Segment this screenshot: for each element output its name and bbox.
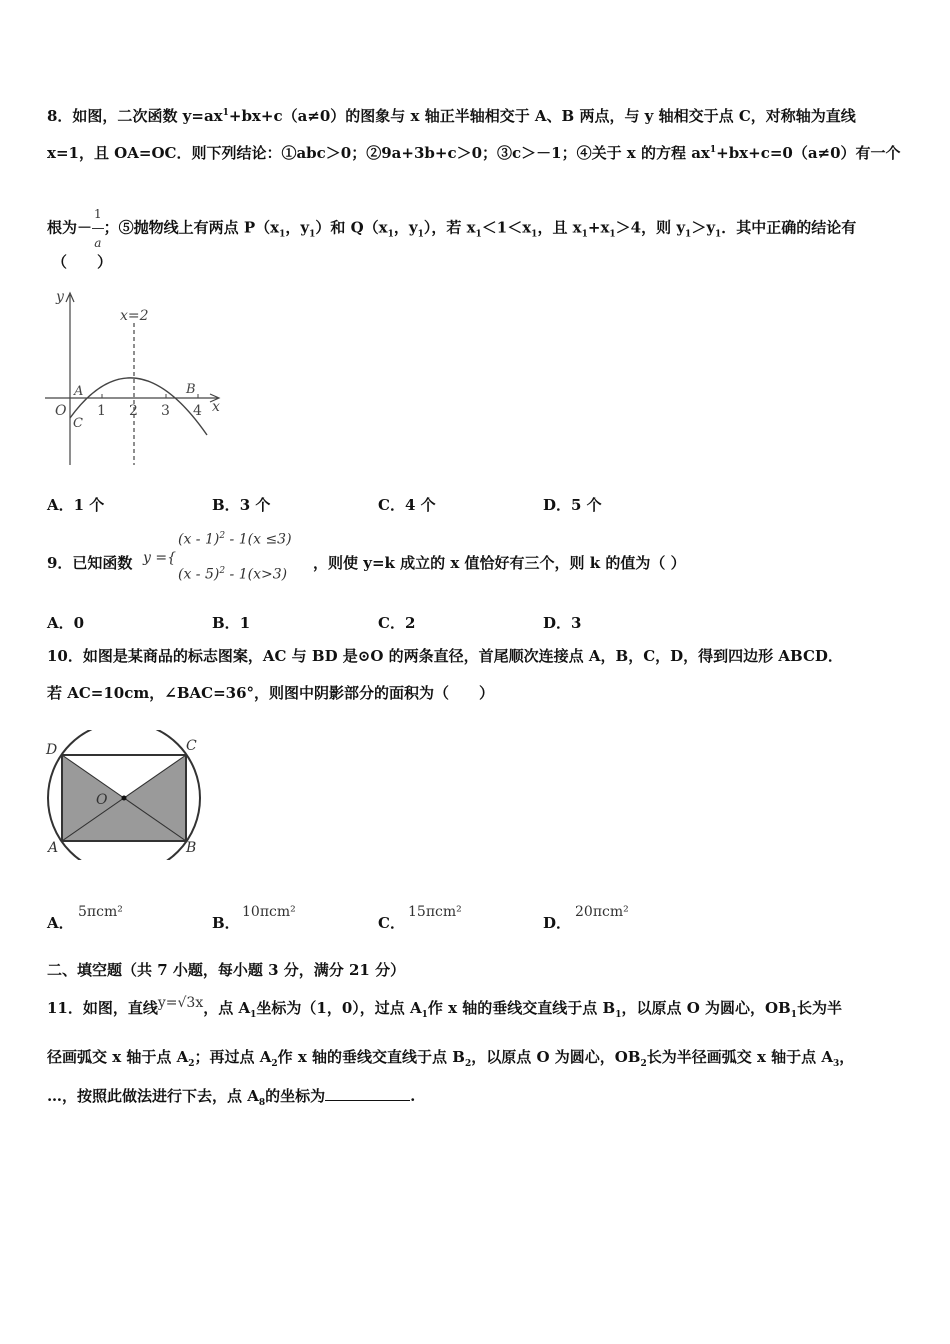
q9-option-b[interactable]: B．1 bbox=[212, 614, 251, 632]
line-equation: y=√3x bbox=[157, 995, 204, 1011]
q10-option-b-value: 10πcm² bbox=[242, 904, 296, 920]
q9-option-a[interactable]: A．0 bbox=[47, 614, 85, 632]
q10-option-b[interactable]: B． bbox=[212, 914, 240, 932]
tick-label-1: 1 bbox=[97, 403, 106, 419]
label-b: B bbox=[186, 840, 197, 856]
q9-case-1: (x - 1)$^2$ - 1(x ≤3) bbox=[178, 531, 292, 548]
point-b-label: B bbox=[186, 382, 196, 397]
q9-option-c[interactable]: C．2 bbox=[378, 614, 416, 632]
tick-label-4: 4 bbox=[193, 403, 202, 419]
point-c-label: C bbox=[73, 416, 83, 431]
x-axis-label: x bbox=[212, 399, 220, 415]
q11-line-3: …，按照此做法进行下去，点 $A_8$的坐标为 . bbox=[47, 1087, 416, 1108]
q8-parabola-graph bbox=[40, 285, 240, 475]
fraction-1-over-a: $\frac{1}{a}$ bbox=[92, 200, 104, 257]
origin-label: O bbox=[55, 403, 67, 419]
q8-answer-paren: （ ） bbox=[52, 253, 113, 271]
label-d: D bbox=[46, 742, 58, 758]
q9-suffix: ，则使 y=k 成立的 x 值恰好有三个，则 k 的值为（ ） bbox=[313, 554, 686, 572]
tick-label-2: 2 bbox=[129, 403, 138, 419]
q8-option-b[interactable]: B．3 个 bbox=[212, 496, 271, 514]
answer-blank[interactable] bbox=[325, 1086, 410, 1101]
q8-line-3: 根为－ $\frac{1}{a}$ ；⑤抛物线上有两点 $P(x_1$，$y_1$）和 $Q(x_1$，$y_1$），若 $x_1<1<x_1$，且 $x_1+x_1>4$，则 $y_1>y_1$．其中正确的结论有 bbox=[47, 200, 856, 257]
q10-circle-figure bbox=[40, 730, 210, 860]
q10-line-2: 若 AC=10cm，∠BAC=36°，则图中阴影部分的面积为（ ） bbox=[47, 684, 495, 702]
label-c: C bbox=[186, 738, 197, 754]
q10-option-c[interactable]: C． bbox=[378, 914, 405, 932]
q10-option-a-value: 5πcm² bbox=[78, 904, 123, 920]
q8-line-1: 8．如图，二次函数 $y=ax^1+bx+c(a\ne 0)$的图象与 x 轴正半轴相交于 A、B 两点，与 y 轴相交于点 C，对称轴为直线 bbox=[47, 107, 856, 125]
q11-line-2: 径画弧交 x 轴于点 $A_2$；再过点 $A_2$作 x 轴的垂线交直线于点 $B_2$，以原点 O 为圆心，$OB_2$长为半径画弧交 x 轴于点 $A_3$， bbox=[47, 1048, 855, 1069]
q10-option-d-value: 20πcm² bbox=[575, 904, 629, 920]
q9-prefix: 9．已知函数 bbox=[47, 554, 133, 572]
q11-line-1: 11．如图，直线y=√3x，点 $A_1$坐标为（1，0），过点 $A_1$作 x 轴的垂线交直线于点 $B_1$，以原点 O 为圆心，$OB_1$长为半 bbox=[47, 995, 843, 1020]
q9-option-d[interactable]: D．3 bbox=[543, 614, 582, 632]
label-o: O bbox=[96, 792, 108, 808]
q9-case-2: (x - 5)$^2$ - 1(x>3) bbox=[178, 566, 288, 583]
q10-option-d[interactable]: D． bbox=[543, 914, 572, 932]
y-axis-label: y bbox=[56, 289, 64, 305]
symmetry-line-label: x=2 bbox=[120, 308, 149, 324]
q8-option-a[interactable]: A．1 个 bbox=[47, 496, 105, 514]
q10-option-a[interactable]: A． bbox=[47, 914, 74, 932]
q10-option-c-value: 15πcm² bbox=[408, 904, 462, 920]
point-a-label: A bbox=[74, 384, 84, 399]
tick-label-3: 3 bbox=[161, 403, 170, 419]
q8-option-d[interactable]: D．5 个 bbox=[543, 496, 602, 514]
q9-func-name: y ={ bbox=[143, 550, 176, 566]
q8-option-c[interactable]: C．4 个 bbox=[378, 496, 436, 514]
q10-line-1: 10．如图是某商品的标志图案，AC 与 BD 是⊙O 的两条直径，首尾顺次连接点 A，B，C，D，得到四边形 ABCD． bbox=[47, 647, 843, 665]
center-point bbox=[122, 796, 127, 801]
label-a: A bbox=[48, 840, 59, 856]
q8-line-2: x=1，且 OA=OC．则下列结论：①abc＞0；②9a+3b+c＞0；③c＞－1；④关于 x 的方程 $ax^1+bx+c=0(a\ne 0)$有一个 bbox=[47, 144, 901, 162]
section-2-heading: 二、填空题（共 7 小题，每小题 3 分，满分 21 分） bbox=[47, 961, 406, 979]
